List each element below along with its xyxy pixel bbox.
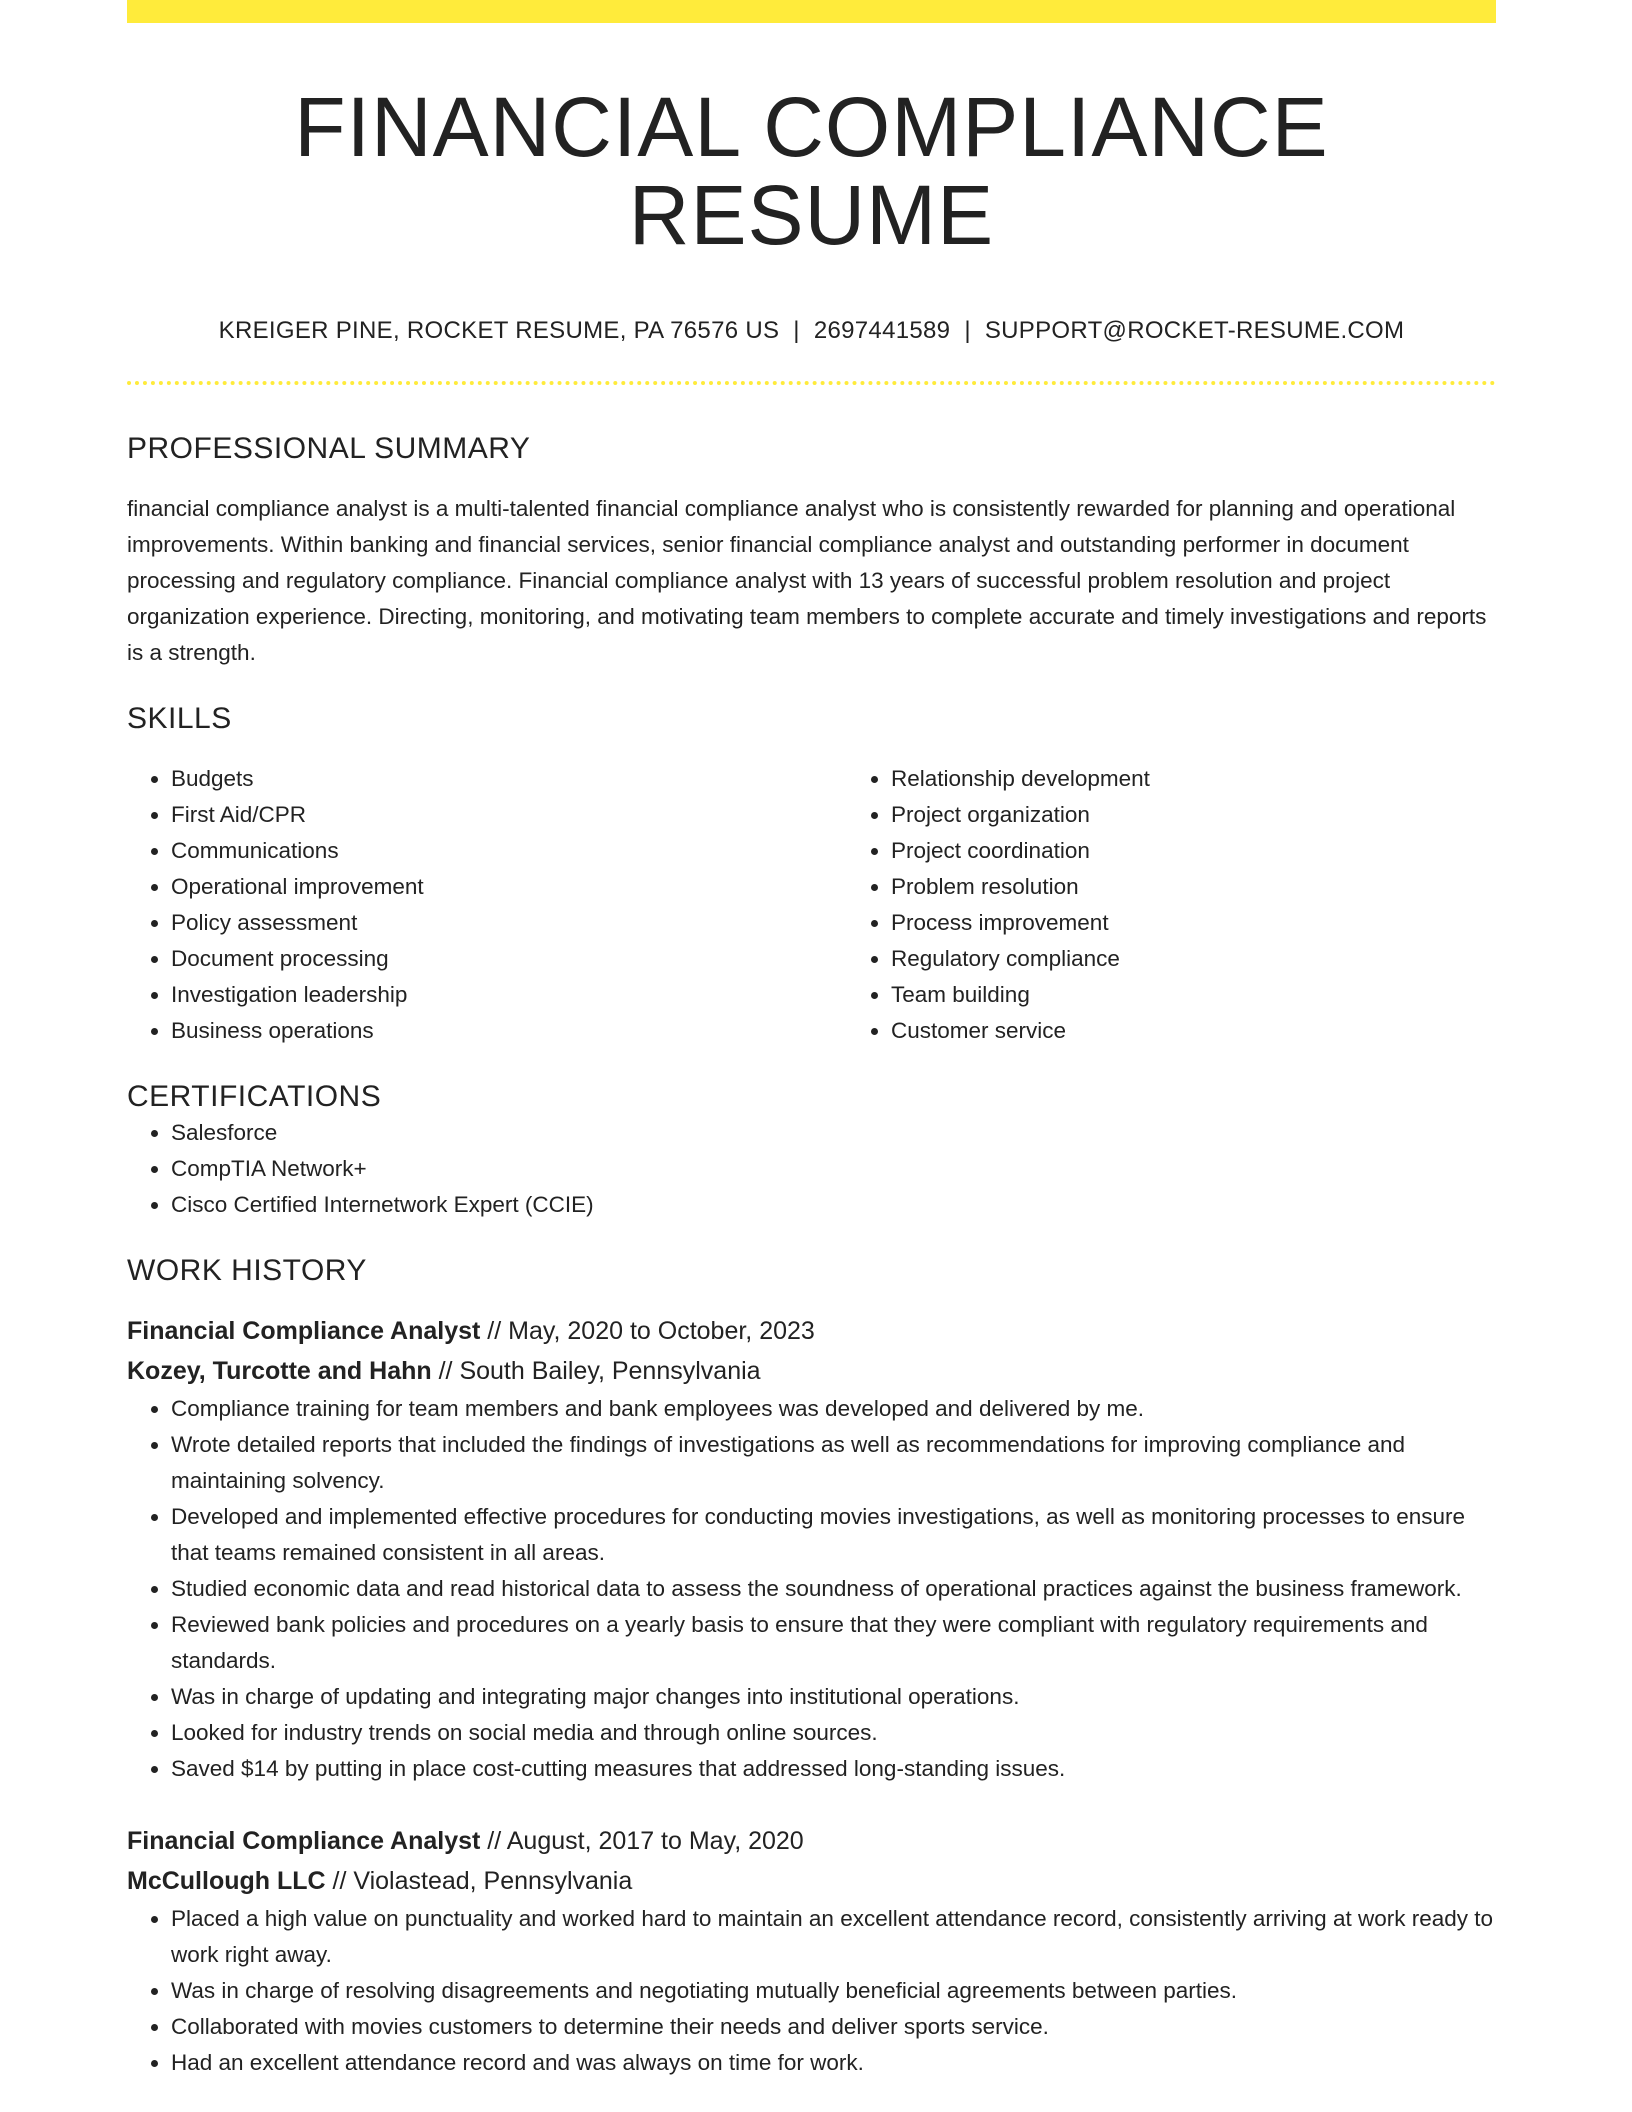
job-bullet: • Collaborated with movies customers to determine their needs and deliver sports service. bbox=[171, 2009, 1496, 2045]
resume-page bbox=[127, 0, 1496, 2081]
skill-item: • Operational improvement bbox=[171, 869, 847, 905]
resume-title: FINANCIAL COMPLIANCE RESUME bbox=[294, 80, 1329, 263]
skill-item: • Document processing bbox=[171, 941, 847, 977]
skill-item: • Project coordination bbox=[891, 833, 1567, 869]
skill-item: • Budgets bbox=[171, 761, 847, 797]
job-bullet: • Had an excellent attendance record and was always on time for work. bbox=[171, 2045, 1496, 2081]
job-title-line bbox=[127, 1821, 1496, 1861]
job-company-line bbox=[127, 1351, 1496, 1391]
skill-item: • Regulatory compliance bbox=[891, 941, 1567, 977]
job-title: Financial Compliance Analyst bbox=[127, 1317, 481, 1346]
certifications-heading: CERTIFICATIONS bbox=[127, 1080, 382, 1114]
summary-text: financial compliance analyst is a multi-talented financial compliance analyst who is consistently rewarded for planning and operational improvements. Within banking and financial services, senior financial compliance analyst and outstanding performer in document processing and regulatory compliance. Financial compliance analyst with 13 years of successful problem resolution and project organization experience. Directing, monitoring, and motivating team members to complete accurate and timely investigations and reports is a strength. bbox=[127, 496, 1487, 666]
skill-item: • Team building bbox=[891, 977, 1567, 1013]
job-bullet: • Developed and implemented effective procedures for conducting movies investigations, as well as monitoring processes to ensure that teams remained consistent in all areas. bbox=[171, 1499, 1496, 1571]
job-dates: // May, 2020 to October, 2023 bbox=[487, 1317, 815, 1346]
certification-item: • CompTIA Network+ bbox=[171, 1151, 1496, 1187]
contact-line bbox=[127, 317, 1496, 345]
skills-heading: SKILLS bbox=[127, 702, 232, 736]
job-title-line bbox=[127, 1311, 1496, 1351]
contact-separator: | bbox=[793, 317, 800, 345]
job-bullet: • Was in charge of resolving disagreements and negotiating mutually beneficial agreements between parties. bbox=[171, 1973, 1496, 2009]
skill-item: • Business operations bbox=[171, 1013, 847, 1049]
job-bullet: • Studied economic data and read historical data to assess the soundness of operational practices against the business framework. bbox=[171, 1571, 1496, 1607]
top-accent-bar bbox=[127, 0, 1496, 23]
skill-item: • Customer service bbox=[891, 1013, 1567, 1049]
job-bullets bbox=[127, 1391, 1496, 1787]
contact-email: SUPPORT@ROCKET-RESUME.COM bbox=[984, 317, 1405, 345]
certification-item: • Salesforce bbox=[171, 1115, 1496, 1151]
job-bullet: • Reviewed bank policies and procedures on a yearly basis to ensure that they were compliant with regulatory requirements and standards. bbox=[171, 1607, 1496, 1679]
job-bullet: • Was in charge of updating and integrating major changes into institutional operations. bbox=[171, 1679, 1496, 1715]
skill-item: • First Aid/CPR bbox=[171, 797, 847, 833]
skill-item: • Policy assessment bbox=[171, 905, 847, 941]
job-title: Financial Compliance Analyst bbox=[127, 1827, 481, 1856]
dotted-divider bbox=[127, 381, 1496, 385]
skill-item: • Problem resolution bbox=[891, 869, 1567, 905]
job-bullet: • Placed a high value on punctuality and worked hard to maintain an excellent attendance record, consistently arriving at work ready to work right away. bbox=[171, 1901, 1496, 1973]
job-bullets bbox=[127, 1901, 1496, 2081]
job-dates: // August, 2017 to May, 2020 bbox=[487, 1827, 804, 1856]
skills-list-left bbox=[127, 761, 847, 1049]
job-bullet: • Looked for industry trends on social media and through online sources. bbox=[171, 1715, 1496, 1751]
job-bullet: • Saved $14 by putting in place cost-cutting measures that addressed long-standing issues. bbox=[171, 1751, 1496, 1787]
skill-item: • Communications bbox=[171, 833, 847, 869]
job-location: // South Bailey, Pennsylvania bbox=[438, 1357, 761, 1386]
certifications-list bbox=[127, 1115, 1496, 1223]
job-bullet: • Compliance training for team members and bank employees was developed and delivered by me. bbox=[171, 1391, 1496, 1427]
job-company: McCullough LLC bbox=[127, 1867, 326, 1896]
job-company-line bbox=[127, 1861, 1496, 1901]
job-company: Kozey, Turcotte and Hahn bbox=[127, 1357, 432, 1386]
skills-list-right bbox=[847, 761, 1567, 1049]
skill-item: • Investigation leadership bbox=[171, 977, 847, 1013]
contact-separator: | bbox=[964, 317, 971, 345]
skill-item: • Relationship development bbox=[891, 761, 1567, 797]
skill-item: • Project organization bbox=[891, 797, 1567, 833]
skills-columns bbox=[127, 761, 1496, 1049]
skill-item: • Process improvement bbox=[891, 905, 1567, 941]
contact-address: KREIGER PINE, ROCKET RESUME, PA 76576 US bbox=[218, 317, 780, 345]
work-history-heading: WORK HISTORY bbox=[127, 1254, 367, 1288]
job-location: // Violastead, Pennsylvania bbox=[332, 1867, 633, 1896]
job-bullet: • Wrote detailed reports that included the findings of investigations as well as recommendations for improving compliance and maintaining solvency. bbox=[171, 1427, 1496, 1499]
contact-phone: 2697441589 bbox=[813, 317, 951, 345]
summary-heading: PROFESSIONAL SUMMARY bbox=[127, 432, 531, 466]
certification-item: • Cisco Certified Internetwork Expert (CCIE) bbox=[171, 1187, 1496, 1223]
